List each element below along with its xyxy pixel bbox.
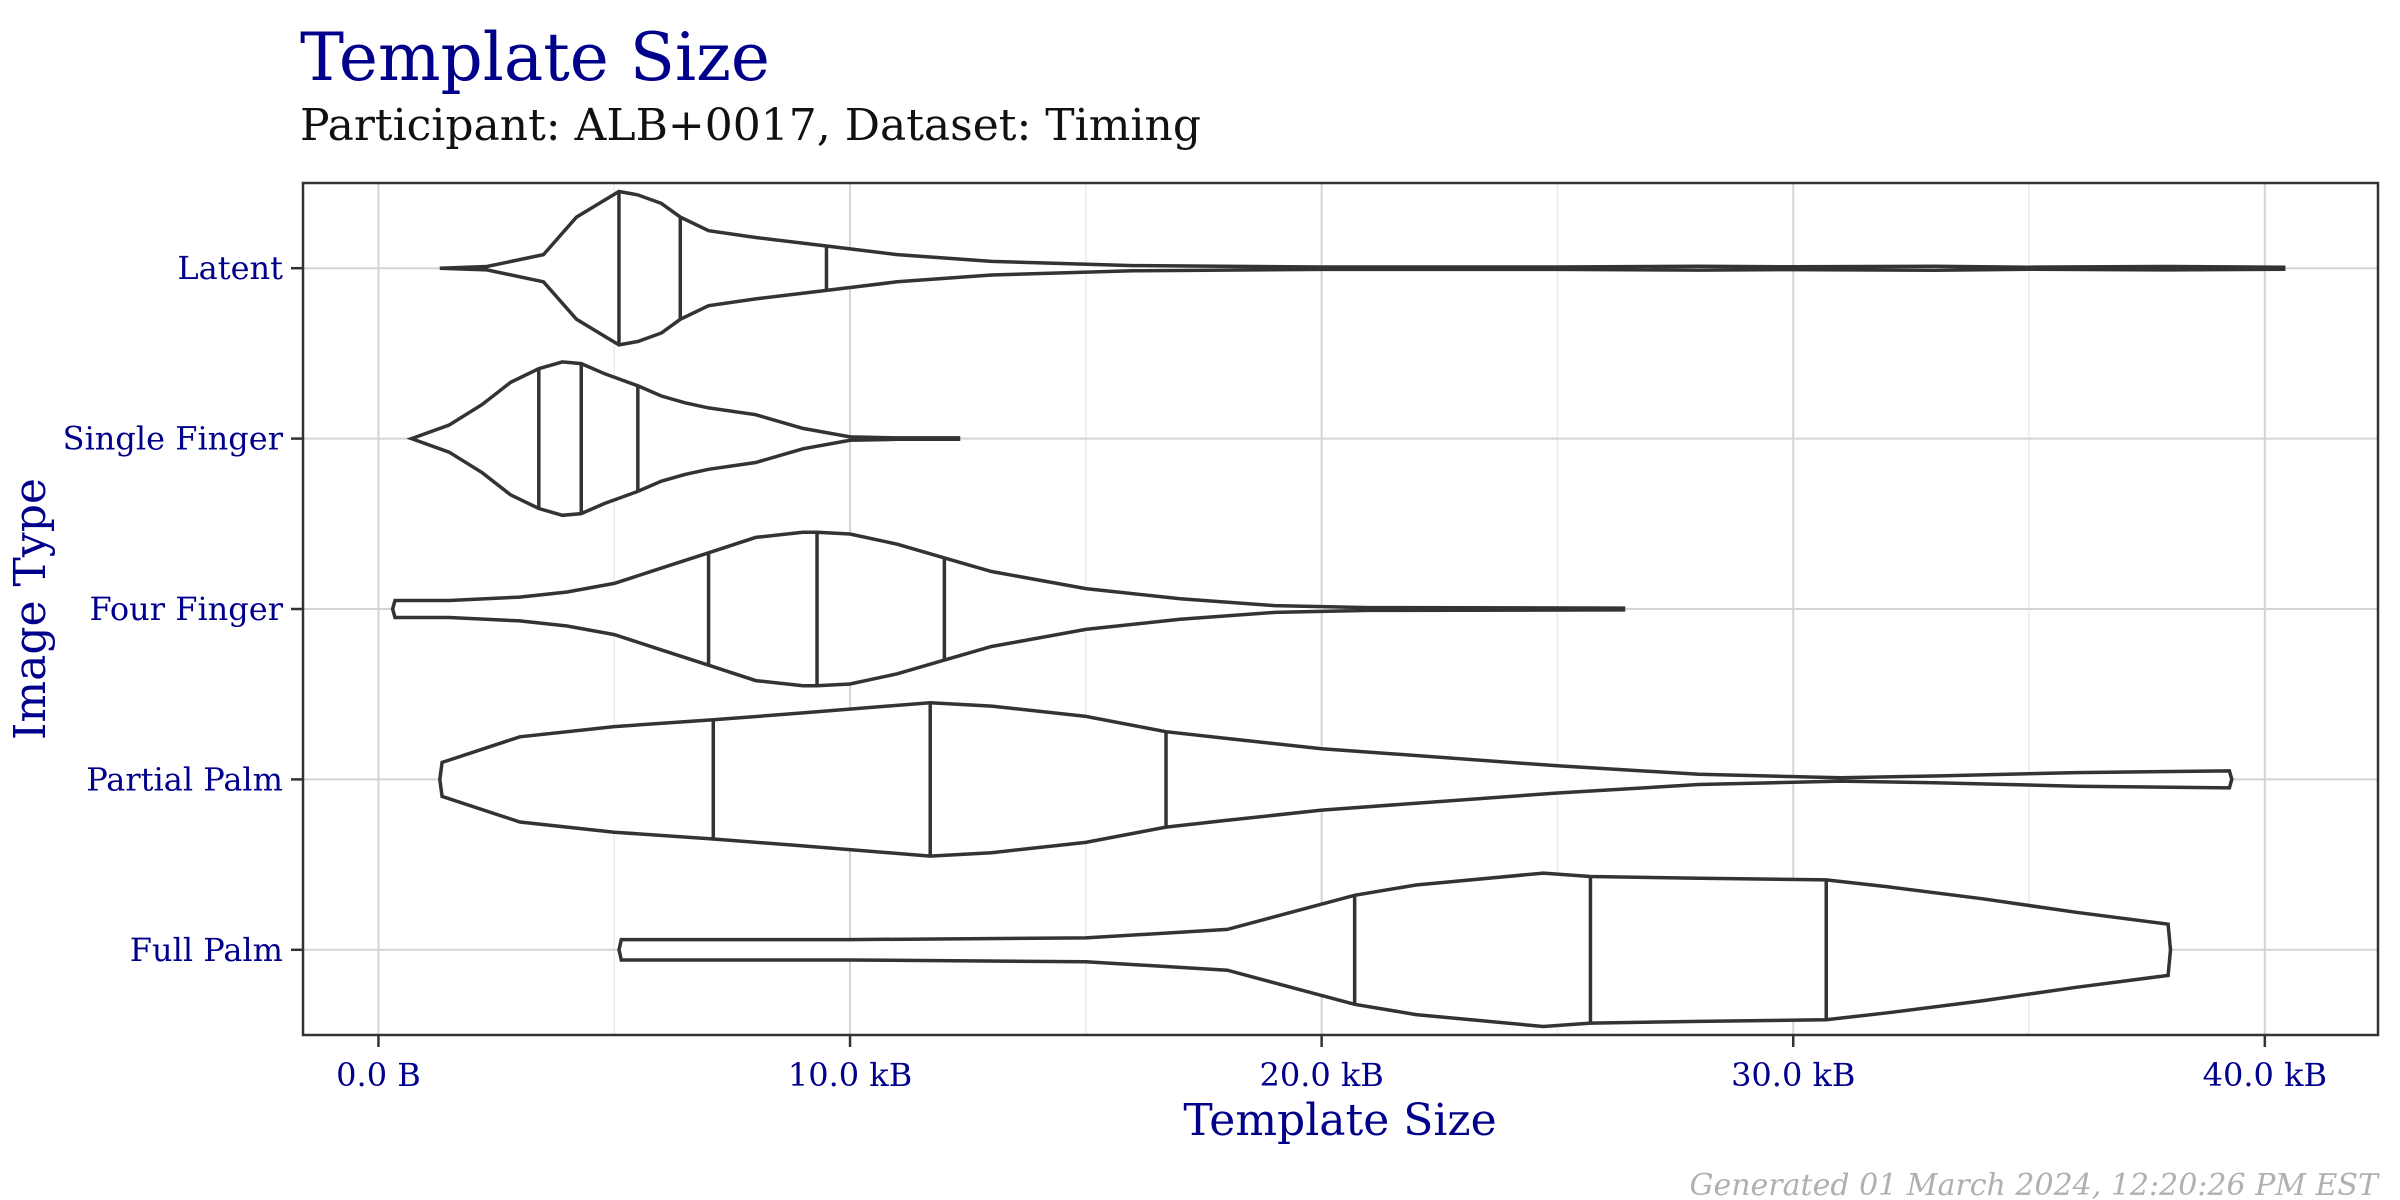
y-tick-label: Four Finger xyxy=(89,590,283,628)
y-tick-label: Single Finger xyxy=(62,419,283,458)
violin-full-palm xyxy=(619,873,2171,1026)
violin-partial-palm xyxy=(440,703,2232,856)
violin-four-finger xyxy=(393,532,1624,685)
y-tick-label: Full Palm xyxy=(129,930,283,969)
generated-caption: Generated 01 March 2024, 12:20:26 PM EST xyxy=(1689,1168,2378,1200)
x-tick-label: 10.0 kB xyxy=(787,1056,913,1094)
x-axis-title: Template Size xyxy=(1183,1095,1497,1146)
violin-latent xyxy=(440,192,2284,345)
chart-title: Template Size xyxy=(300,19,770,96)
x-tick-label: 20.0 kB xyxy=(1259,1056,1384,1094)
violin-single-finger xyxy=(412,362,959,515)
x-tick-label: 40.0 kB xyxy=(2202,1056,2327,1094)
y-tick-label: Partial Palm xyxy=(86,760,283,799)
chart-subtitle: Participant: ALB+0017, Dataset: Timing xyxy=(300,100,1201,151)
y-axis-title: Image Type xyxy=(5,478,56,740)
y-tick-label: Latent xyxy=(177,249,283,288)
x-tick-label: 0.0 B xyxy=(336,1056,421,1094)
x-tick-label: 30.0 kB xyxy=(1731,1056,1856,1094)
